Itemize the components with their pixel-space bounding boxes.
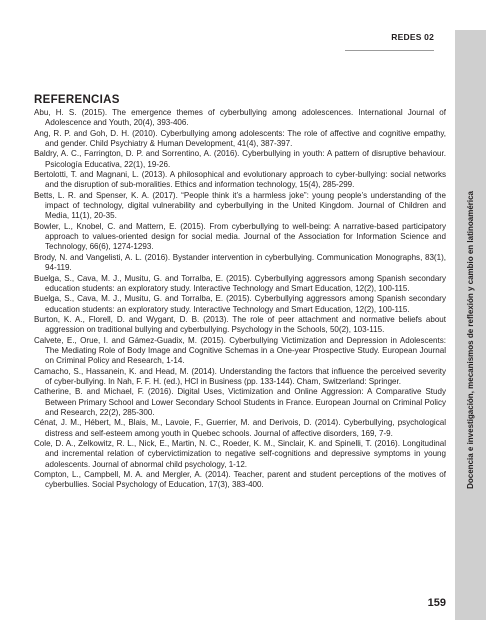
reference-item: Baldry, A. C., Farrington, D. P. and Sorrentino, A. (2016). Cyberbullying in youth: A pattern of disruptive behaviour. Psicología Educativa, 22(1), 19-26. bbox=[34, 149, 446, 169]
reference-item: Ang, R. P. and Goh, D. H. (2010). Cyberbullying among adolescents: The role of affective and cognitive empathy, and gender. Child Psychiatry & Human Development, 41(4), 387-397. bbox=[34, 128, 446, 149]
reference-item: Buelga, S., Cava, M. J., Musitu, G. and Torralba, E. (2015). Cyberbullying aggressors among Spanish secondary education students: an exploratory study. Interactive Technology and Smart Education, 12(2), 100-115. bbox=[34, 294, 446, 314]
header-rule bbox=[345, 50, 434, 51]
running-header bbox=[391, 32, 434, 42]
reference-item: Compton, L., Campbell, M. A. and Mergler, A. (2014). Teacher, parent and student perceptions of the motives of cyberbullies. Social Psychology of Education, 17(3), 383-400. bbox=[34, 470, 446, 490]
reference-item: Cole, D. A., Zelkowitz, R. L., Nick, E., Martin, N. C., Roeder, K. M., Sinclair, K. and Spinelli, T. (2016). Longitudinal and incremental relation of cybervictimization to negative self-cognitions and depressive symptoms in young adolescents. Journal of abnormal child psychology, 1-12. bbox=[34, 439, 446, 469]
reference-item: Buelga, S., Cava, M. J., Musitu, G. and Torralba, E. (2015). Cyberbullying aggressors among Spanish secondary education students: an exploratory study. Interactive Technology and Smart Education, 12(2), 100-115. bbox=[34, 273, 446, 293]
reference-item: Bowler, L., Knobel, C. and Mattern, E. (2015). From cyberbullying to well-being: A narrative-based participatory approach to values-oriented design for social media. Journal of the Association for Information Science and Technology, 66(6), 1274-1293. bbox=[34, 221, 446, 252]
reference-item: Camacho, S., Hassanein, K. and Head, M. (2014). Understanding the factors that influence the perceived severity of cyber-bullying. In Nah, F. F. H. (ed.), HCI in Business (pp. 133-144). Cham, Switzerland: Springer. bbox=[34, 366, 446, 386]
section-title: REFERENCIAS bbox=[34, 94, 120, 106]
reference-item: Burton, K. A., Florell, D. and Wygant, D. B. (2013). The role of peer attachment and normative beliefs about aggression on traditional bullying and cyberbullying. Psychology in the Schools, 50(2), 103-115. bbox=[34, 314, 446, 335]
reference-item: Abu, H. S. (2015). The emergence themes of cyberbullying among adolescences. International Journal of Adolescence and Youth, 20(4), 393-406. bbox=[34, 108, 446, 128]
header-tab-decoration bbox=[455, 30, 486, 50]
reference-item: Calvete, E., Orue, I. and Gámez-Guadix, M. (2015). Cyberbullying Victimization and Depression in Adolescents: The Mediating Role of Body Image and Cognitive Schemas in a One-year Prospective Study. European Journal on Criminal Policy and Research, 1-14. bbox=[34, 335, 446, 366]
reference-item: Brody, N. and Vangelisti, A. L. (2016). Bystander intervention in cyberbullying. Communication Monographs, 83(1), 94-119. bbox=[34, 252, 446, 273]
side-caption bbox=[455, 191, 486, 489]
reference-item: Cénat, J. M., Hébert, M., Blais, M., Lavoie, F., Guerrier, M. and Derivois, D. (2014). Cyberbullying, psychological distress and self-esteem among youth in Quebec schools. Journal of affective disorders, 169, 7-9. bbox=[34, 418, 446, 438]
running-title: REDES 02 bbox=[391, 32, 434, 42]
side-caption-text: Docencia e investigación, mecanismos de reflexión y cambio en latinoamérica bbox=[466, 191, 475, 489]
reference-item: Catherine, B. and Michael, F. (2016). Digital Uses, Victimization and Online Aggression: A Comparative Study Between Primary School and Lower Secondary School Students in France. European Journal on Criminal Policy and Research, 22(2), 285-300. bbox=[34, 387, 446, 417]
reference-item: Bertolotti, T. and Magnani, L. (2013). A philosophical and evolutionary approach to cyber-bullying: social networks and the disruption of sub-moralities. Ethics and information technology, 15(4), 285-299. bbox=[34, 170, 446, 190]
reference-list bbox=[34, 108, 446, 491]
reference-item: Betts, L. R. and Spenser, K. A. (2017). “People think it’s a harmless joke”: young people’s understanding of the impact of technology, digital vulnerability and cyberbullying in the United Kingdom. Journal of Children and Media, 11(1), 20-35. bbox=[34, 190, 446, 221]
page-number: 159 bbox=[427, 597, 446, 609]
